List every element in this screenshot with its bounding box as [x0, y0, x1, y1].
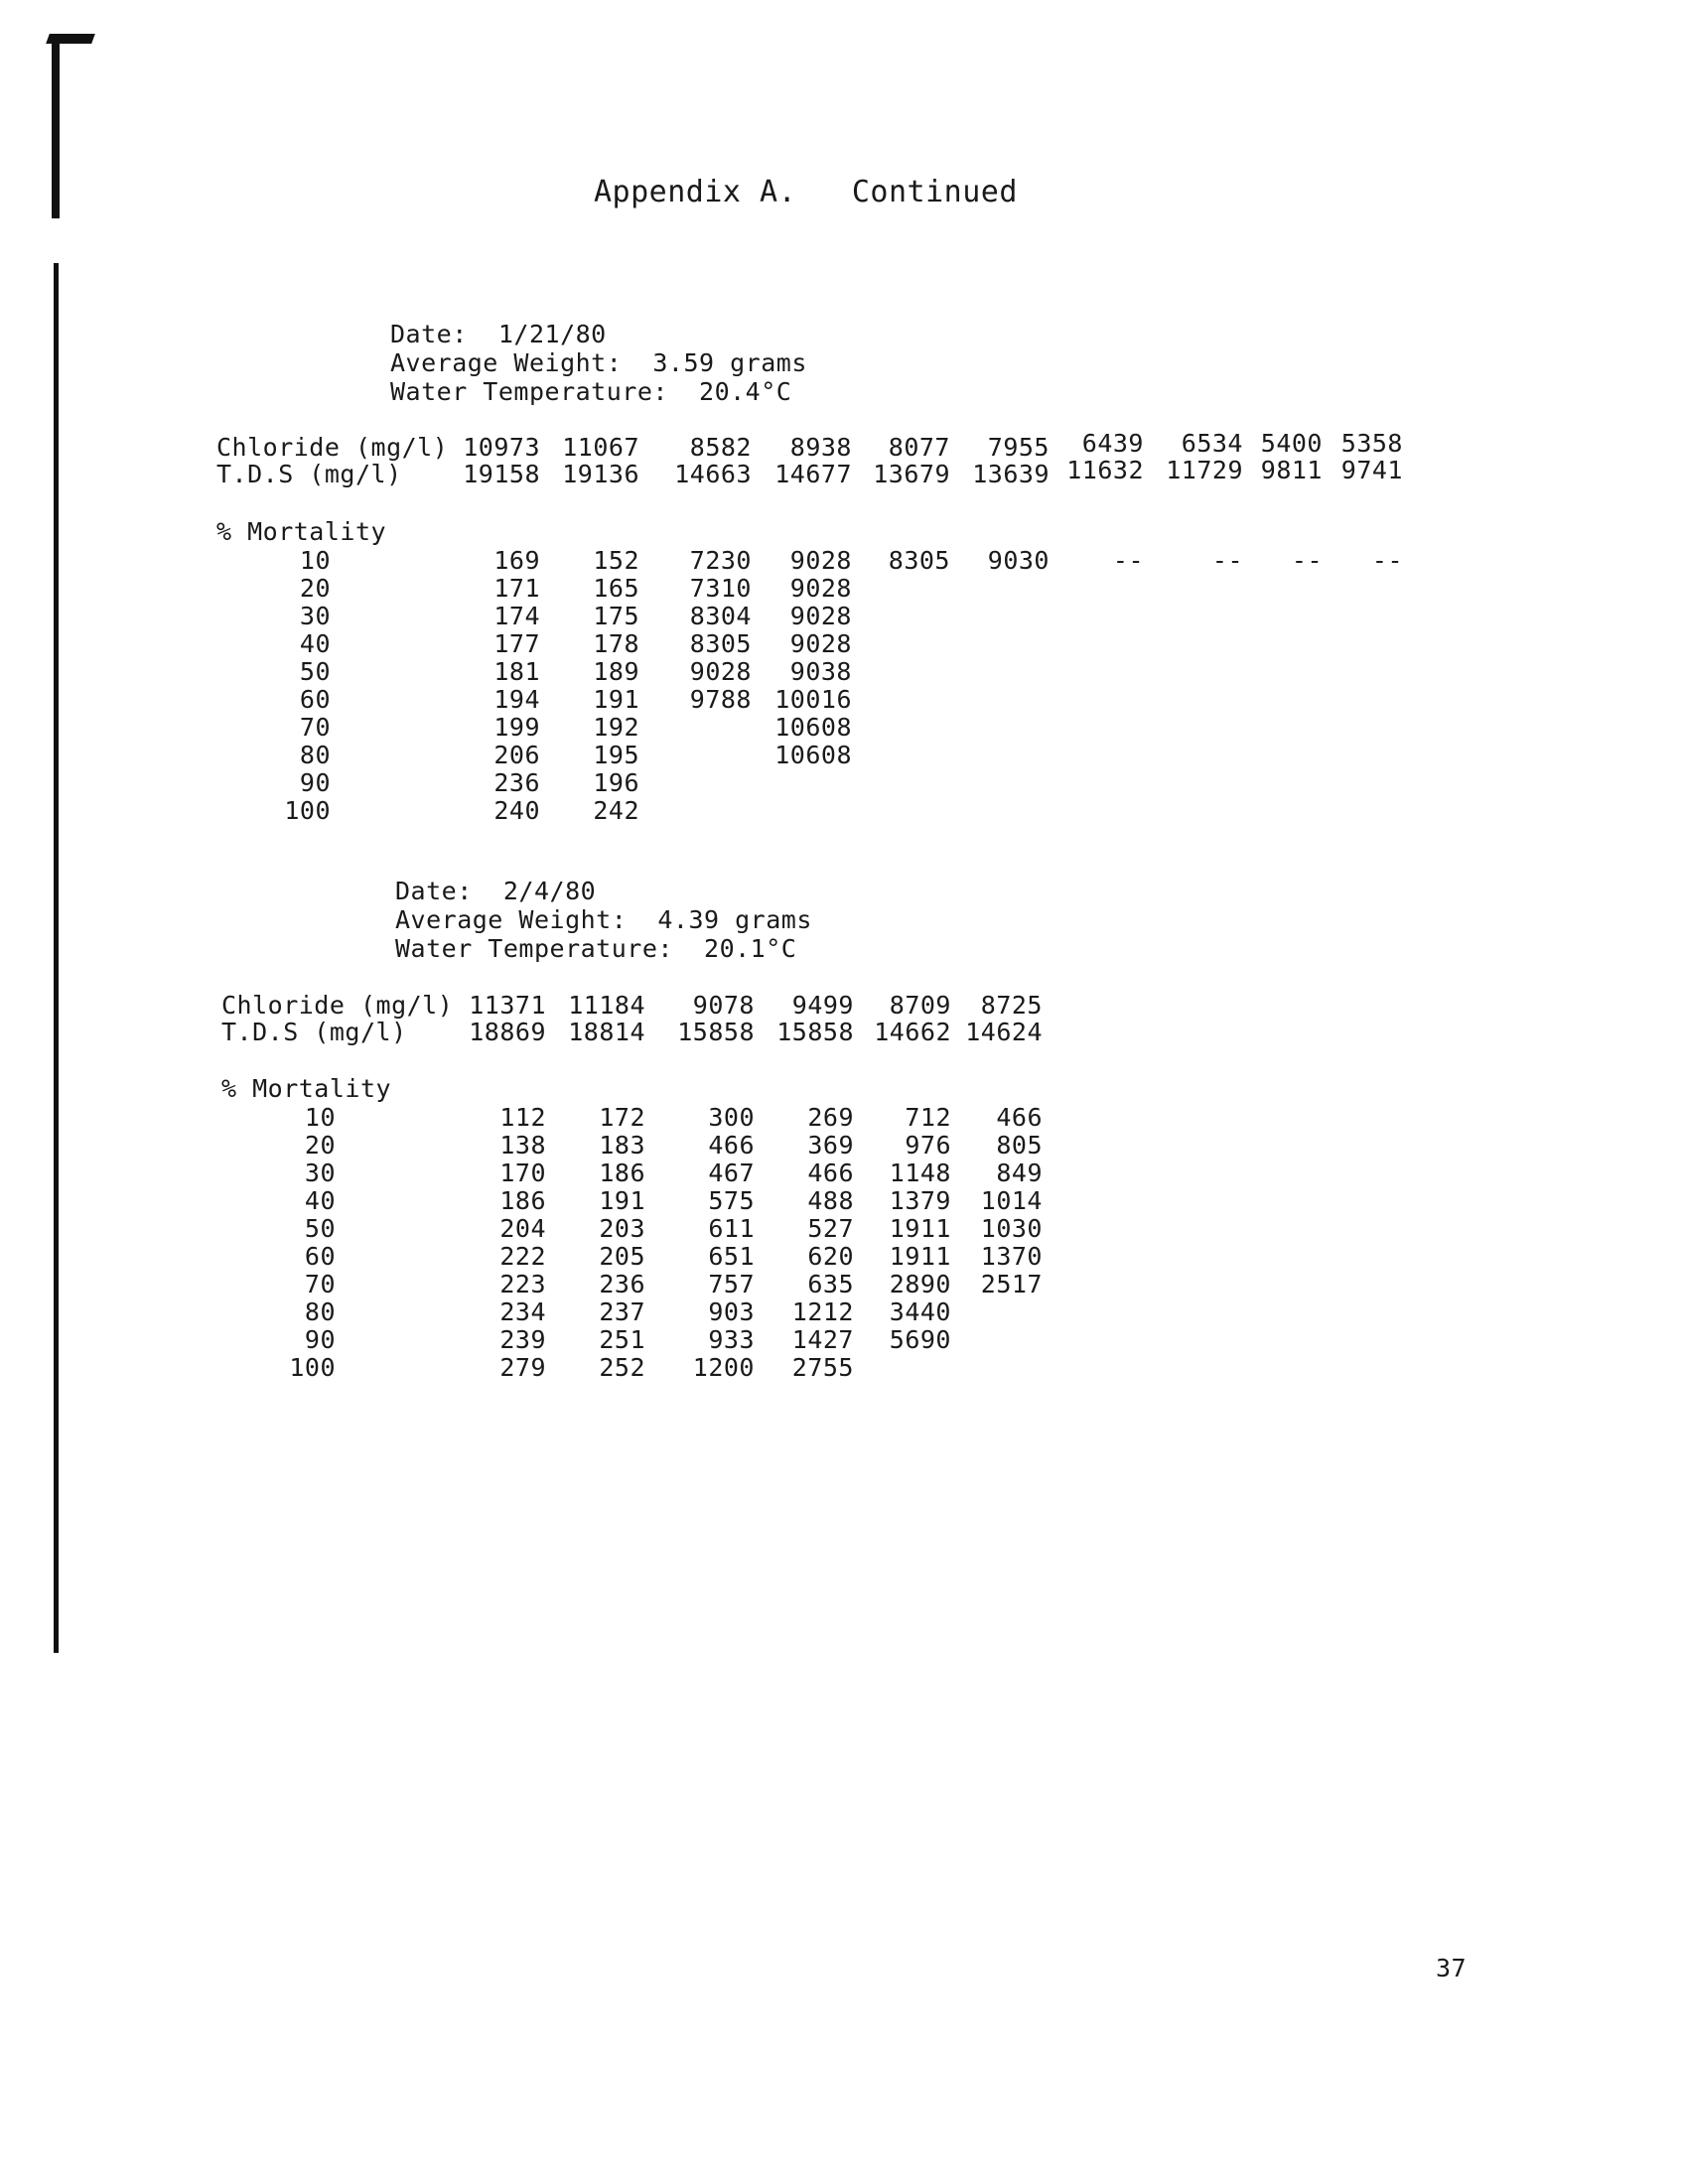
mortality-percent: 80: [299, 741, 331, 769]
mortality-value: 5690: [889, 1325, 951, 1354]
chloride-label: Chloride (mg/l): [216, 433, 449, 462]
mortality-percent: 40: [304, 1186, 336, 1215]
mortality-percent: 50: [304, 1214, 336, 1243]
mortality-value: 252: [599, 1353, 645, 1382]
mortality-value: 279: [499, 1353, 546, 1382]
mortality-value: 10608: [774, 741, 852, 769]
chloride-value: 7955: [987, 433, 1050, 462]
tds-value: 13679: [873, 460, 950, 488]
mortality-value: 191: [599, 1186, 645, 1215]
mortality-value: 195: [593, 741, 639, 769]
mortality-value: 152: [593, 546, 639, 575]
tds-value: 18869: [469, 1018, 546, 1046]
mortality-value: 177: [493, 629, 540, 658]
mortality-value: 8304: [689, 602, 752, 630]
mortality-percent: 100: [289, 1353, 336, 1382]
mortality-value: 240: [493, 796, 540, 825]
tds-value: 19158: [463, 460, 540, 488]
mortality-value: 236: [493, 768, 540, 797]
mortality-percent: 40: [299, 629, 331, 658]
mortality-value: 849: [996, 1159, 1043, 1187]
mortality-value: 10016: [774, 685, 852, 714]
chloride-value: 11371: [469, 991, 546, 1020]
mortality-value: 194: [493, 685, 540, 714]
tds-value: 9811: [1260, 456, 1323, 484]
mortality-value: 9028: [789, 629, 852, 658]
mortality-percent: 90: [299, 768, 331, 797]
chloride-value: 6439: [1081, 429, 1144, 458]
chloride-value: 8077: [888, 433, 950, 462]
chloride-value: 8582: [689, 433, 752, 462]
mortality-value: 186: [499, 1186, 546, 1215]
scan-edge-left-lower: [54, 263, 59, 1653]
mortality-value: 165: [593, 574, 639, 603]
mortality-value: 204: [499, 1214, 546, 1243]
mortality-value: 467: [708, 1159, 755, 1187]
mortality-value: --: [1112, 546, 1144, 575]
chloride-value: 9499: [791, 991, 854, 1020]
mortality-value: 9028: [789, 546, 852, 575]
mortality-value: 172: [599, 1103, 645, 1132]
mortality-value: 175: [593, 602, 639, 630]
mortality-percent: 70: [299, 713, 331, 742]
mortality-value: 9030: [987, 546, 1050, 575]
mortality-value: 527: [807, 1214, 854, 1243]
mortality-percent: 20: [299, 574, 331, 603]
tds-value: 11632: [1066, 456, 1144, 484]
tds-label: T.D.S (mg/l): [221, 1018, 407, 1046]
date-line: Date: 1/21/80: [390, 320, 607, 348]
mortality-value: 9788: [689, 685, 752, 714]
mortality-value: 611: [708, 1214, 755, 1243]
tds-value: 15858: [776, 1018, 854, 1046]
mortality-value: 237: [599, 1297, 645, 1326]
mortality-value: 488: [807, 1186, 854, 1215]
mortality-value: 192: [593, 713, 639, 742]
mortality-value: 466: [996, 1103, 1043, 1132]
chloride-label: Chloride (mg/l): [221, 991, 454, 1020]
mortality-value: 9028: [689, 657, 752, 686]
tds-value: 13639: [972, 460, 1050, 488]
mortality-value: 1148: [889, 1159, 951, 1187]
chloride-value: 8938: [789, 433, 852, 462]
mortality-value: 196: [593, 768, 639, 797]
mortality-value: 300: [708, 1103, 755, 1132]
mortality-value: 8305: [888, 546, 950, 575]
mortality-value: 199: [493, 713, 540, 742]
mortality-value: 206: [493, 741, 540, 769]
mortality-value: 239: [499, 1325, 546, 1354]
mortality-value: 178: [593, 629, 639, 658]
mortality-value: 1370: [980, 1242, 1043, 1271]
mortality-value: 3440: [889, 1297, 951, 1326]
mortality-value: 7310: [689, 574, 752, 603]
page-number: 37: [1436, 1954, 1468, 1982]
mortality-value: 242: [593, 796, 639, 825]
chloride-value: 6534: [1181, 429, 1243, 458]
mortality-value: 1911: [889, 1214, 951, 1243]
mortality-value: 236: [599, 1270, 645, 1298]
chloride-value: 5358: [1340, 429, 1403, 458]
tds-value: 9741: [1340, 456, 1403, 484]
mortality-value: 903: [708, 1297, 755, 1326]
mortality-value: 933: [708, 1325, 755, 1354]
mortality-value: 189: [593, 657, 639, 686]
mortality-label: % Mortality: [221, 1074, 392, 1103]
mortality-label: % Mortality: [216, 517, 387, 546]
mortality-value: 2755: [791, 1353, 854, 1382]
mortality-percent: 10: [299, 546, 331, 575]
mortality-value: 1379: [889, 1186, 951, 1215]
average-weight-line: Average Weight: 4.39 grams: [395, 905, 812, 934]
mortality-value: 651: [708, 1242, 755, 1271]
chloride-value: 11067: [562, 433, 639, 462]
mortality-value: 169: [493, 546, 540, 575]
tds-value: 14662: [874, 1018, 951, 1046]
page-title: Appendix A. Continued: [594, 175, 1018, 209]
mortality-percent: 60: [299, 685, 331, 714]
water-temperature-line: Water Temperature: 20.4°C: [390, 377, 792, 406]
tds-value: 18814: [568, 1018, 645, 1046]
mortality-value: 805: [996, 1131, 1043, 1160]
mortality-value: 1200: [692, 1353, 755, 1382]
mortality-value: --: [1371, 546, 1403, 575]
mortality-value: 174: [493, 602, 540, 630]
mortality-value: 635: [807, 1270, 854, 1298]
mortality-value: 1427: [791, 1325, 854, 1354]
mortality-value: 2890: [889, 1270, 951, 1298]
tds-value: 14677: [774, 460, 852, 488]
mortality-value: 9028: [789, 574, 852, 603]
mortality-value: 9028: [789, 602, 852, 630]
mortality-value: 269: [807, 1103, 854, 1132]
mortality-value: 976: [905, 1131, 951, 1160]
mortality-value: 171: [493, 574, 540, 603]
mortality-percent: 50: [299, 657, 331, 686]
mortality-value: 8305: [689, 629, 752, 658]
mortality-percent: 30: [299, 602, 331, 630]
mortality-value: 205: [599, 1242, 645, 1271]
chloride-value: 11184: [568, 991, 645, 1020]
mortality-value: 138: [499, 1131, 546, 1160]
mortality-value: 620: [807, 1242, 854, 1271]
tds-value: 14624: [965, 1018, 1043, 1046]
mortality-percent: 70: [304, 1270, 336, 1298]
mortality-value: 222: [499, 1242, 546, 1271]
mortality-value: --: [1211, 546, 1243, 575]
mortality-value: 757: [708, 1270, 755, 1298]
mortality-value: 10608: [774, 713, 852, 742]
tds-value: 14663: [674, 460, 752, 488]
water-temperature-line: Water Temperature: 20.1°C: [395, 934, 797, 963]
mortality-value: 466: [807, 1159, 854, 1187]
mortality-percent: 20: [304, 1131, 336, 1160]
mortality-value: 1014: [980, 1186, 1043, 1215]
date-line: Date: 2/4/80: [395, 877, 597, 905]
mortality-value: 1911: [889, 1242, 951, 1271]
mortality-value: 7230: [689, 546, 752, 575]
mortality-value: 1212: [791, 1297, 854, 1326]
tds-value: 11729: [1166, 456, 1243, 484]
mortality-value: 170: [499, 1159, 546, 1187]
mortality-value: 1030: [980, 1214, 1043, 1243]
mortality-percent: 30: [304, 1159, 336, 1187]
average-weight-line: Average Weight: 3.59 grams: [390, 348, 807, 377]
mortality-value: 183: [599, 1131, 645, 1160]
scan-edge-left-upper: [52, 40, 60, 218]
mortality-percent: 100: [284, 796, 331, 825]
mortality-percent: 10: [304, 1103, 336, 1132]
chloride-value: 8709: [889, 991, 951, 1020]
tds-label: T.D.S (mg/l): [216, 460, 402, 488]
mortality-value: 9038: [789, 657, 852, 686]
tds-value: 19136: [562, 460, 639, 488]
mortality-value: 466: [708, 1131, 755, 1160]
chloride-value: 8725: [980, 991, 1043, 1020]
mortality-value: 369: [807, 1131, 854, 1160]
mortality-percent: 80: [304, 1297, 336, 1326]
chloride-value: 10973: [463, 433, 540, 462]
mortality-percent: 60: [304, 1242, 336, 1271]
mortality-value: 181: [493, 657, 540, 686]
mortality-value: 186: [599, 1159, 645, 1187]
mortality-value: 712: [905, 1103, 951, 1132]
mortality-value: 251: [599, 1325, 645, 1354]
mortality-value: 223: [499, 1270, 546, 1298]
chloride-value: 9078: [692, 991, 755, 1020]
mortality-percent: 90: [304, 1325, 336, 1354]
mortality-value: 191: [593, 685, 639, 714]
mortality-value: 234: [499, 1297, 546, 1326]
mortality-value: 575: [708, 1186, 755, 1215]
chloride-value: 5400: [1260, 429, 1323, 458]
mortality-value: --: [1291, 546, 1323, 575]
mortality-value: 203: [599, 1214, 645, 1243]
mortality-value: 2517: [980, 1270, 1043, 1298]
mortality-value: 112: [499, 1103, 546, 1132]
tds-value: 15858: [677, 1018, 755, 1046]
